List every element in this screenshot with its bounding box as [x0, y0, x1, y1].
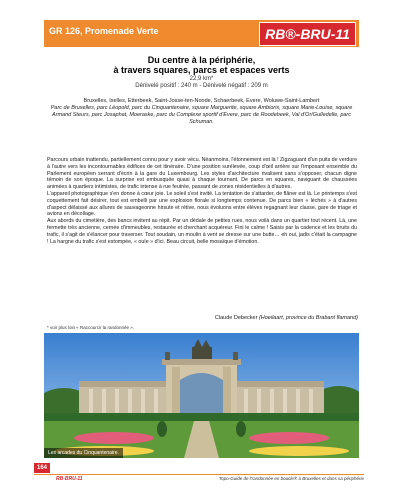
distance-text: 22,9 km*	[189, 76, 214, 82]
body-paragraph-2: L'appareil photographique s'en donne à cœur joie. Le soleil s'est invité. La tentation de s'attarder, de flâner est là. Le printemps s'est coquettement fait désirer, tout est embelli par une explosion florale si longtemps contenue. De parcs bien « léchés » à d'autres d'aspect délaissé aux allures de sauvageonne hirsute et rétive, nous évoluons entre élèves regagnant leur classe, gare de triage et avions en décollage.	[47, 190, 357, 218]
places-block	[44, 98, 359, 126]
footnote: * voir plus loin « Raccourcir la randonnée ».	[47, 325, 135, 330]
page-number: 164	[34, 463, 50, 473]
footer-guide-title: Topo-Guide de l'randonnée en boucle® à Bruxelles et dans sa périphérie	[218, 476, 364, 481]
body-paragraph-1: Parcours urbain inattendu, partiellement connu pour y avoir vécu. Néanmoins, l'étonnement est là ! Zigzaguant d'un puits de verdure à l'autre vers les incontournables édifices de cet itinéraire. D'une position surélevée, coup d'œil arrière sur l'imposant ensemble du Parlement européen serrant d'écrin à la gare du Luxembourg. Les styles d'architecture rivalisent sans s'opposer, chacun digne témoin de son époque. La surprise est embusquée quasi à chaque tournant. De parcs en squares, naviguant de chaussées animées à quartiers intimistes, de trafic intense à rue feutrée, passant de zones résidentielles à d'autres.	[47, 157, 358, 191]
route-title: GR 126, Promenade Verte	[49, 26, 159, 36]
parks-list: Parc de Bruxelles, parc Léopold, parc du Cinquantenaire, square Marguerite, square Ambiorix, square Marie-Louise, square Armand Steurs, parc Josaphat, Moeraske, parc du Complexe sportif d'Evere, parc de Roodebeek, Val d'Or/Gulledelle, parc Schuman.	[50, 105, 353, 125]
body-text	[47, 157, 357, 245]
elevation-text: Dénivelé positif : 240 m - Dénivelé négatif : 209 m	[135, 83, 268, 89]
section-title-line2: à travers squares, parcs et espaces verts	[113, 65, 290, 75]
body-paragraph-3: Aux abords du cimetière, des bancs invitent au répit. Par un dédale de petites rues, nous voilà dans un quartier tout récent. Là, une fermette très ancienne, cernée d'immeubles, restaurée et cherchant acquéreur. Fini le calme ! Saisis par la cadence et les bruits du trafic, il s'agit de s'élancer pour traverser. Tout soudain, un moulin à vent se dresse sur une butte… eh oui, jadis c'était la campagne ! La hargne du trafic s'est estompée, « ouïe » d'ici. Beau circuit, belle mosaïque d'émotion.	[47, 218, 357, 245]
signature-name: Claude Debecker	[214, 315, 258, 321]
section-heading	[44, 55, 359, 75]
signature	[215, 315, 358, 321]
signature-attribution: (Hoeilaart, province du Brabant flamand)	[258, 315, 358, 321]
route-header-bar	[44, 20, 359, 47]
route-code-badge: RB®-BRU-11	[259, 22, 356, 46]
photo-caption: Les arcades du Cinquantenaire.	[44, 448, 123, 458]
footer-divider	[34, 474, 364, 475]
cinquantenaire-photo	[44, 333, 359, 458]
section-title-line1: Du centre à la périphérie,	[147, 55, 256, 65]
footer-route-code: RB-BRU-11	[56, 476, 83, 482]
communes-list: Bruxelles, Ixelles, Etterbeek, Saint-Josse-ten-Noode, Schaerbeek, Evere, Woluwe-Saint-Lambert	[83, 98, 320, 104]
cinquantenaire-illustration	[44, 333, 359, 458]
